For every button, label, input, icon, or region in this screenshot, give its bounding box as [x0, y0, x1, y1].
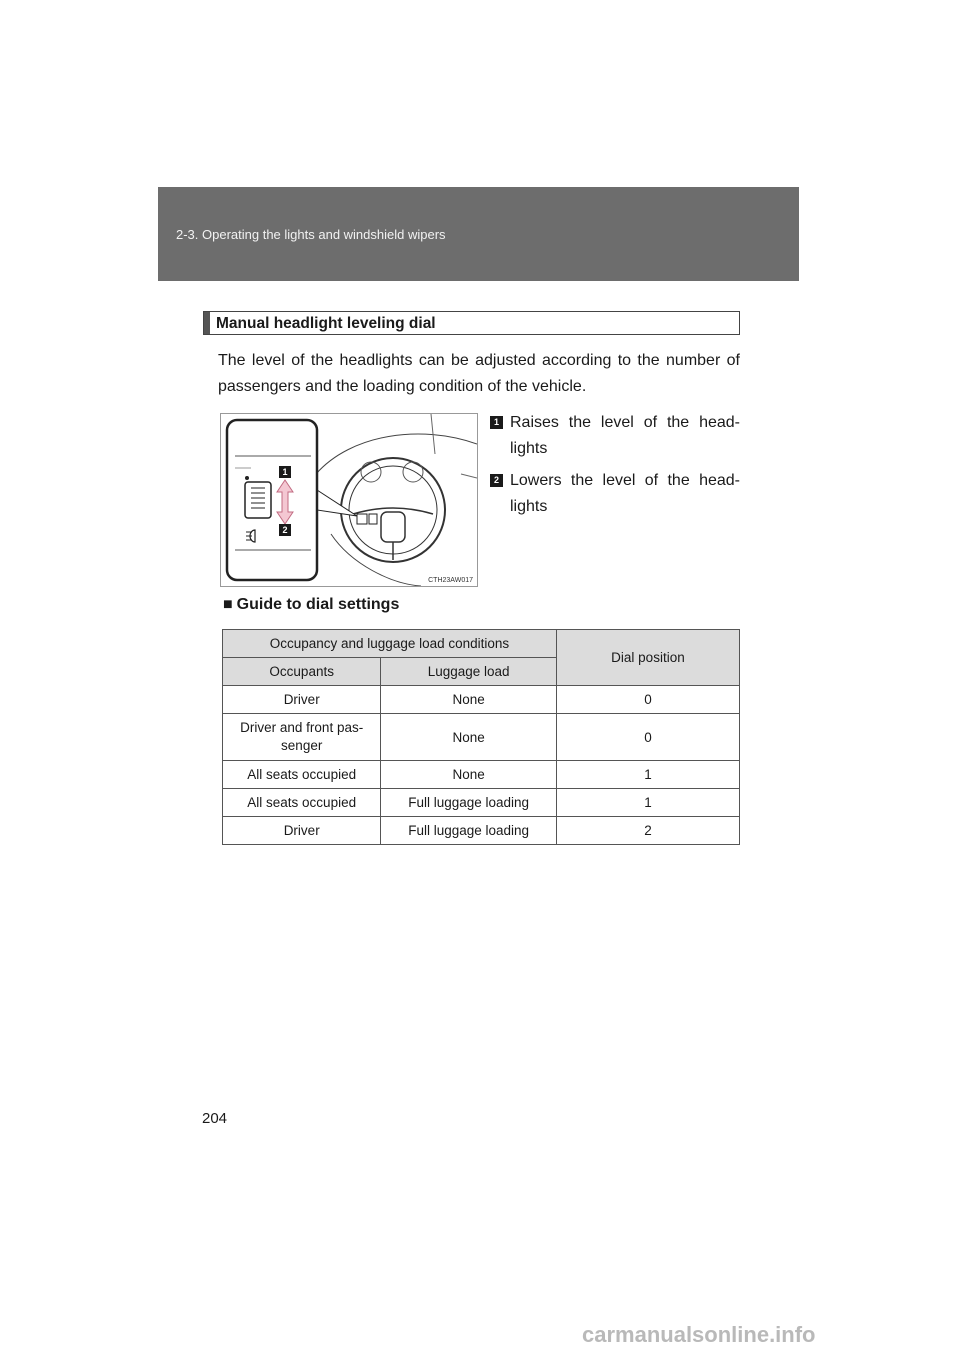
section-title: 2-3. Operating the lights and windshield wipers — [176, 227, 446, 242]
svg-text:2: 2 — [282, 525, 288, 535]
heading-box — [203, 311, 740, 335]
subheading-text: Guide to dial settings — [236, 596, 400, 613]
page-title: Manual headlight leveling dial — [216, 315, 436, 332]
callout-number: 1 — [490, 416, 503, 429]
col-header-occupants: Occupants — [223, 658, 381, 686]
cell-luggage: None — [381, 761, 557, 789]
svg-text:1: 1 — [282, 467, 288, 477]
cell-dial: 1 — [556, 761, 739, 789]
table-row — [223, 686, 740, 714]
table-row — [223, 761, 740, 789]
cell-occupants: All seats occupied — [223, 761, 381, 789]
cell-luggage: Full luggage loading — [381, 789, 557, 817]
cell-luggage: None — [381, 686, 557, 714]
cell-dial: 0 — [556, 714, 739, 761]
square-bullet-icon: ■ — [223, 596, 233, 613]
callout-text: Raises the level of the head-lights — [510, 414, 740, 457]
table-row — [223, 789, 740, 817]
cell-dial: 0 — [556, 686, 739, 714]
callout-number: 2 — [490, 474, 503, 487]
leveling-dial — [245, 482, 271, 518]
cell-occupants: Driver — [223, 817, 381, 845]
cell-dial: 1 — [556, 789, 739, 817]
illustration-svg — [221, 414, 477, 586]
callout-item — [490, 410, 740, 462]
cell-dial: 2 — [556, 817, 739, 845]
group-header: Occupancy and luggage load conditions — [223, 630, 557, 658]
col-header-dial: Dial position — [556, 630, 739, 686]
intro-paragraph: The level of the headlights can be adjusted according to the number of passengers and the loading condition of the vehicle. — [218, 352, 740, 395]
subheading — [223, 596, 399, 614]
dashboard-illustration — [220, 413, 478, 587]
page-number: 204 — [202, 1110, 228, 1127]
cell-occupants — [223, 714, 381, 761]
cell-occupants: All seats occupied — [223, 789, 381, 817]
section-header — [158, 187, 799, 281]
inset-frame — [227, 420, 317, 580]
col-header-luggage: Luggage load — [381, 658, 557, 686]
cell-luggage: None — [381, 714, 557, 761]
callout-list — [490, 410, 740, 526]
cell-luggage: Full luggage loading — [381, 817, 557, 845]
callout-item — [490, 468, 740, 520]
dial-settings-table — [222, 629, 740, 845]
figure-code: CTH23AW017 — [428, 577, 473, 584]
cell-occupants-text: Driver and front pas-senger — [240, 720, 364, 753]
heading-bar — [204, 312, 210, 334]
cell-occupants: Driver — [223, 686, 381, 714]
table-row — [223, 714, 740, 761]
callout-text: Lowers the level of the head-lights — [510, 472, 740, 515]
table-row — [223, 817, 740, 845]
watermark: carmanualsonline.info — [582, 1322, 816, 1347]
